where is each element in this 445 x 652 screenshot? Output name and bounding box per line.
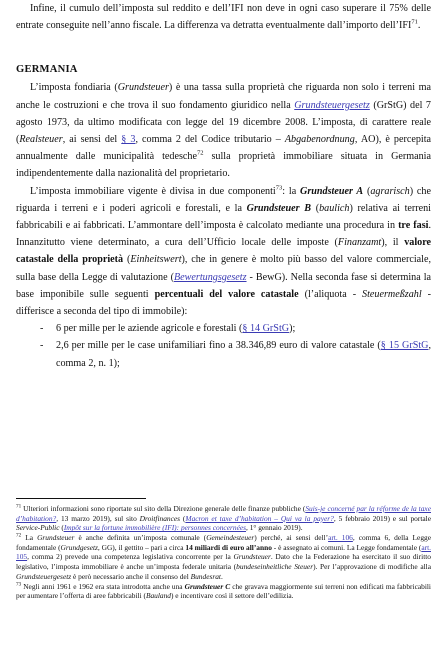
footnote-number: 71 (16, 503, 22, 510)
text-run: ( (59, 523, 64, 533)
italic-term: bundeseinheitliche Steuer (236, 562, 314, 572)
text-run: , comma 2 del Codice tributario – (135, 134, 285, 146)
text-run: - è assegnato ai comuni. La Legge fondamentale ( (271, 542, 422, 552)
link-text: Suis-je concerné par la réforme de la taxe d’habitation? (16, 504, 431, 523)
paragraph-grundsteuer-intro (16, 79, 431, 182)
italic-term: baulich (319, 202, 350, 214)
text-run: ), il (381, 237, 405, 249)
link-bewertungsgesetz[interactable] (174, 272, 247, 283)
text-run: Ulteriori informazioni sono riportate sul sito della Direzione generale delle finanze pubbliche ( (21, 504, 306, 513)
text-run: sulla proprietà immobiliare situata in Germania indipendentemente dalla nazionalità del proprietario. (16, 151, 431, 180)
text-run: , 1° gennaio 2019). (246, 523, 303, 533)
italic-term: Gemeindesteuer (206, 533, 255, 543)
link-text: Grundsteuergesetz (294, 99, 370, 111)
paragraph-components (16, 183, 431, 321)
text-run: (GrStG) del 7 agosto 1973, da ultimo modificata con legge del 19 dicembre 2008. L’imposta, di carattere reale ( (16, 99, 431, 146)
italic-term: Droitfinances (139, 513, 181, 523)
text-run: La (21, 533, 38, 543)
text-run: ); (289, 323, 296, 335)
italic-term: Grundsteuer (233, 552, 271, 562)
text-run: , ai sensi del (62, 134, 122, 146)
link-ifi[interactable] (64, 523, 246, 532)
link-section-3[interactable]: § 3 (121, 134, 136, 146)
italic-term: Bundesrat (190, 571, 221, 581)
italic-term: Bauland (145, 591, 171, 601)
italic-term: Finanzamt (337, 237, 382, 249)
text-run: , comma 2, n. 1); (56, 340, 431, 369)
footnotes (16, 498, 431, 601)
footnote-number: 73 (16, 581, 22, 588)
text-run: ) che riguarda i terreni e i poderi agricoli e forestali, e la (16, 185, 431, 214)
text-run: Infine, il cumulo dell’imposta sul reddito e dell’IFI non deve in ogni caso superare il 75% delle entrate conseguite nell’anno fiscale. La differenza va detratta eventualmente dall’importo dell’IFI (16, 3, 431, 32)
link-art-105[interactable]: art. 105 (16, 542, 431, 562)
footnote-ref-73[interactable]: 73 (275, 184, 283, 192)
text-run: - differisce a seconda del tipo di immobile): (16, 288, 431, 318)
text-run: , 13 marzo 2019), sul sito (56, 513, 140, 523)
footnote-ref-72[interactable]: 72 (196, 149, 204, 157)
link-text: Impôt sur la fortune immobilière (IFI): personnes concernées (63, 523, 247, 533)
text-run: è però necessario anche il consenso del (71, 571, 191, 581)
italic-term: Grundsteuergesetz (16, 571, 72, 581)
section-heading: GERMANIA (16, 64, 78, 76)
link-macron-taxe[interactable] (185, 514, 333, 523)
text-run: L’imposta immobiliare vigente è divisa in due componenti (30, 185, 276, 197)
text-run: . Innanzitutto viene determinato, a cura dell’Ufficio locale delle imposte ( (16, 220, 431, 249)
italic-term: Grundgesetz (60, 542, 98, 552)
italic-term: Einheitswert (130, 254, 182, 266)
italic-term: Steuermeßzahl (362, 288, 422, 300)
text-run: : la (282, 185, 301, 197)
text-run: 2,6 per mille per le case unifamiliari fino a 38.346,89 euro di valore catastale ( (56, 340, 381, 352)
text-run: ) relativa ai terreni fabbricabili e ai fabbricati. L’ammontare dell’imposta è calcolato mediante una procedura in (16, 202, 431, 232)
text-run: . (220, 571, 223, 581)
text-run: Negli anni 1961 e 1962 era stata introdotta anche una (21, 581, 185, 591)
bold-term: tre fasi (398, 220, 429, 232)
link-text: Bewertungsgesetz (173, 271, 247, 283)
footnote-71 (16, 504, 431, 533)
text-run: ) è una tassa sulla proprietà che riguarda non solo i terreni ma anche le costruzioni e che trova il suo fondamento giuridico nella (16, 82, 431, 111)
text-run: ), che in genere è molto più basso del valore commerciale, sulla base della Legge di valutazione ( (16, 254, 432, 283)
intro-paragraph (16, 0, 431, 34)
italic-term: Realsteuer (19, 134, 63, 146)
text-run: ). Per l’approvazione di modifiche alla (313, 562, 431, 572)
text-run: , 5 febbraio 2019) e sul portale (333, 513, 431, 523)
bold-term: 14 miliardi di euro all’anno (185, 542, 272, 552)
text-run: ( (363, 185, 371, 197)
text-run: , AO), è percepita annualmente dalle municipalità tedesche (16, 134, 432, 163)
link-section-15-grstg[interactable]: § 15 GrStG (380, 340, 429, 352)
footnote-number: 72 (16, 532, 22, 539)
footnote-ref-71[interactable]: 71 (411, 18, 418, 26)
footnote-72 (16, 533, 431, 581)
text-run: ( (311, 202, 320, 214)
text-run: L’imposta fondiaria ( (30, 82, 118, 94)
italic-term: Grundsteuer (117, 82, 169, 94)
footnote-separator (16, 498, 146, 499)
text-run: - BewG). Nella seconda fase si determina la base imponibile sulle seguenti (16, 271, 431, 300)
link-text: Macron et taxe d’habitation – Qui va la payer? (185, 513, 334, 523)
text-run: 6 per mille per le aziende agricole e forestali ( (56, 323, 243, 335)
text-run: ( (123, 254, 131, 266)
italic-term: Grundsteuer (37, 533, 75, 543)
text-run: che gravava maggiormente sui terreni non edificati ma fabbricabili per aumentare l’offerta di aree fabbricabili ( (16, 581, 431, 601)
italic-term: Service-Public (16, 523, 60, 533)
list-item (40, 337, 431, 371)
italic-term: agrarisch (370, 185, 410, 197)
text-run: . Dato che la Federazione ha esercitato il suo diritto legislativo, l’imposta immobiliare è anche un’imposta federale unitaria ( (16, 552, 431, 572)
text-run: ) perché, ai sensi dell’ (254, 533, 329, 543)
text-run: , comma 2) prevede una competenza legislativa concorrente per la (27, 552, 234, 562)
text-run: , GG), il gettito – pari a circa (97, 542, 186, 552)
text-run: ( (180, 513, 186, 523)
link-grundsteuergesetz[interactable] (294, 100, 370, 111)
link-art-106[interactable]: art. 106 (328, 533, 353, 543)
text-run: . (417, 20, 421, 32)
italic-term: Abgabenordnung (284, 134, 355, 146)
list-item (40, 320, 431, 337)
footnote-73 (16, 582, 431, 601)
bold-italic-term: Grundsteuer B (246, 202, 312, 214)
bold-italic-term: Grundsteuer C (184, 581, 231, 591)
rates-list (16, 320, 431, 372)
bold-term: valore catastale della proprietà (16, 237, 432, 266)
bold-italic-term: Grundsteuer A (300, 185, 364, 197)
link-section-14-grstg[interactable]: § 14 GrStG (242, 323, 290, 335)
text-run: ) e incentivare così il settore dell’edilizia. (171, 591, 294, 601)
text-run: è anche definita un’imposta comunale ( (74, 533, 207, 543)
bold-term: percentuali del valore catastale (154, 288, 299, 300)
text-run: , comma 6, della Legge fondamentale ( (16, 533, 431, 552)
text-run: (l’aliquota - (298, 288, 363, 300)
